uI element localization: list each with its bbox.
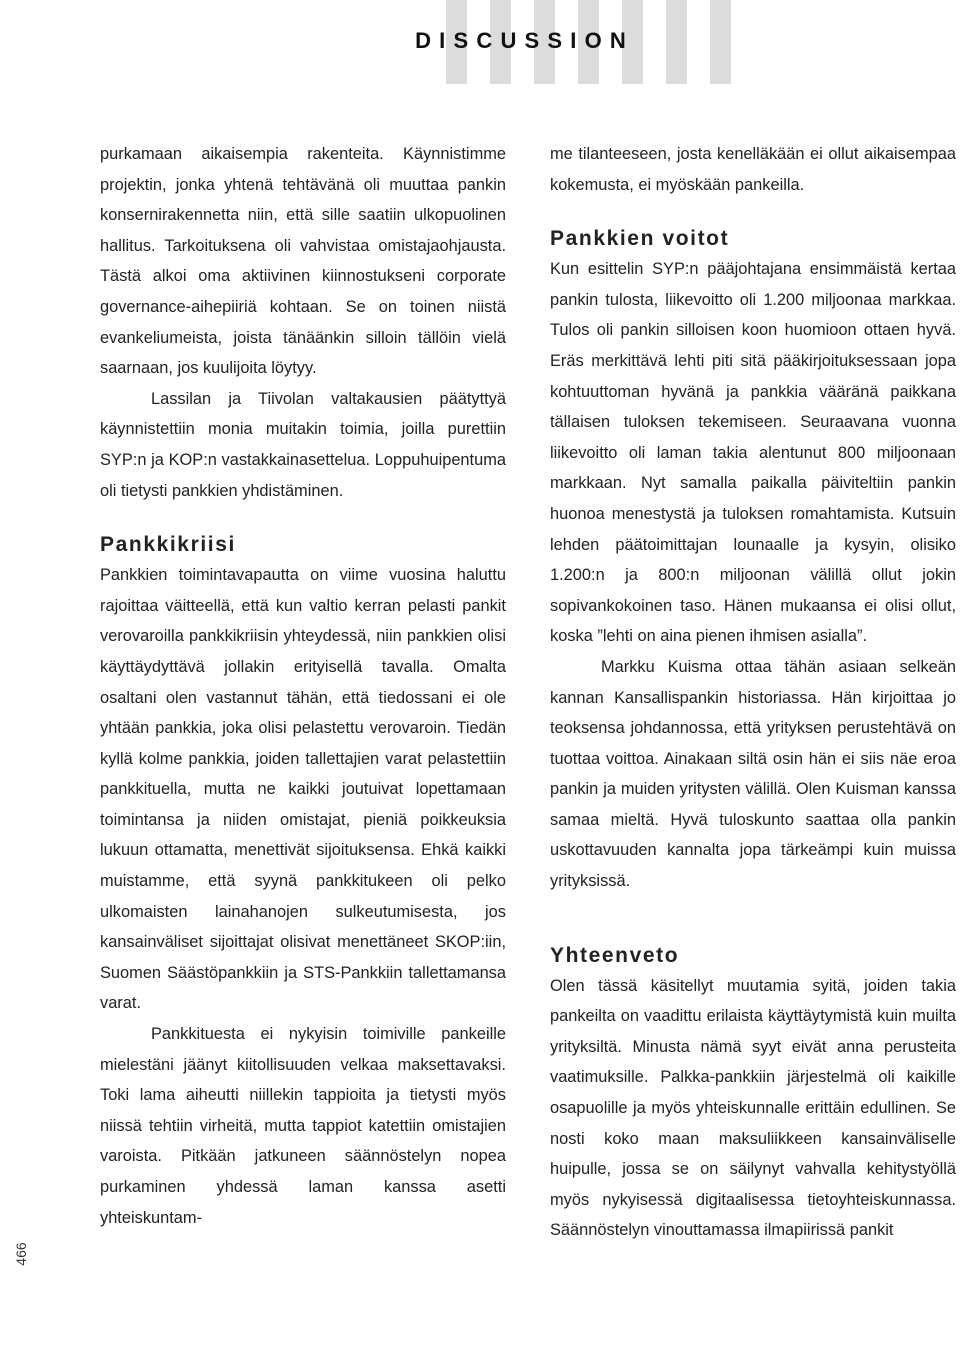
paragraph: Pankkituesta ei nykyisin toimiville pankeille mielestäni jäänyt kiitollisuuden velkaa maksettavaksi. Toki lama aiheutti niillekin tappioita ja tietysti myös niissä tehtiin virheitä, mutta tappiot katettiin omistajien varoista. Pitkään jatkuneen säännöstelyn nopea purkaminen yhdessä laman kanssa asetti yhteiskuntam-: [100, 1025, 506, 1227]
header-bar: [666, 0, 687, 84]
paragraph: Pankkien toimintavapautta on viime vuosina haluttu rajoittaa väitteellä, että kun valtio kerran pelasti pankit verovaroilla pankkikriisin yhteydessä, niin pankkien olisi käyttäydyttävä jollakin erityisellä tavalla. Omalta osaltani olen vastannut tähän, että tiedossani ei ole yhtään pankkia, joka olisi pelastettu verovaroin. Tiedän kyllä kolme pankkia, joiden tallettajien varat pelastettiin pankkituella, mutta ne kaikki joutuivat lopettamaan toimintansa ja niiden omistajat, pieniä poikkeuksia lukuun ottamatta, menettivät sijoituksensa. Ehkä kaikki muistamme, että syynä pankkitukeen oli pelko ulkomaisten lainahanojen sulkeutumisesta, jos kansainväliset sijoittajat olisivat menettäneet SKOP:iin, Suomen Säästöpankkiin ja STS-Pankkiin tallettamansa varat.: [100, 566, 506, 1013]
right-column: [550, 139, 956, 1246]
section-title: DISCUSSION: [415, 28, 634, 53]
paragraph: purkamaan aikaisempia rakenteita. Käynnistimme projektin, jonka yhtenä tehtävänä oli muuttaa pankin konsernirakennetta niin, että sille saatiin ulkopuolinen hallitus. Tarkoituksena oli vahvistaa omistajaohjausta. Tästä alkoi oma aktiivinen kiinnostukseni corporate governance-aihepiiriä kohtaan. Se on toinen niistä evankeliumeista, joista tänäänkin silloin tällöin vielä saarnaan, jos kuulijoita löytyy.: [100, 145, 506, 378]
section-heading: Pankkikriisi: [100, 533, 236, 557]
paragraph: me tilanteeseen, josta kenelläkään ei ollut aikaisempaa kokemusta, ei myöskään pankeilla.: [550, 145, 956, 194]
left-column: [100, 139, 506, 1233]
paragraph: Kun esittelin SYP:n pääjohtajana ensimmäistä kertaa pankin tulosta, liikevoitto oli 1.200 miljoonaa markkaa. Tulos oli pankin silloisen koon huomioon ottaen hyvä. Eräs merkittävä lehti piti sitä pääkirjoituksessaan jopa kohtuuttoman hyvänä ja pankkia vääränä paikkana tällaisen tuloksen tekemiseen. Seuraavana vuonna liikevoitto oli laman takia alentunut 800 miljoonaan markkaan. Nyt samalla paikalla päiviteltiin pankin huonoa menestystä ja tuloksen romahtamista. Kutsuin lehden päätoimittajan lounaalle ja kysyin, olisiko 1.200:n ja 800:n miljoonan välillä ollut jokin sopivankokoinen taso. Hänen mukaansa ei olisi ollut, koska ”lehti on aina pienen ihmisen asialla”.: [550, 260, 956, 646]
section-heading: Yhteenveto: [550, 943, 680, 967]
page-number: 466: [13, 1242, 29, 1266]
section-heading: Pankkien voitot: [550, 227, 730, 251]
paragraph: Olen tässä käsitellyt muutamia syitä, joiden takia pankeilta on vaadittu erilaista käyttäytymistä kuin muilta yrityksiltä. Minusta nämä syyt eivät anna perusteita vaatimuksille. Palkka-pankkiin järjestelmä oli kaikille osapuolille ja myös yhteiskunnalle erittäin edullinen. Se nosti koko maan maksuliikkeen kansainväliselle huipulle, jossa se on säilynyt vahvalla kehitystyöllä myös nykyisessä digitaalisessa tietoyhteiskunnassa. Säännöstelyn vinouttamassa ilmapiirissä pankit: [550, 976, 956, 1240]
header-bar: [710, 0, 731, 84]
paragraph: Markku Kuisma ottaa tähän asiaan selkeän kannan Kansallispankin historiassa. Hän kirjoittaa jo teoksensa johdannossa, että yrityksen perustehtävä on tuottaa voittoa. Ainakaan siltä osin hän ei siis näe eroa pankin ja muiden yritysten välillä. Olen Kuisman kanssa samaa mieltä. Hyvä tuloskunto saattaa olla pankin uskottavuuden kannalta jopa tärkeämpi kuin muissa yrityksissä.: [550, 657, 956, 891]
paragraph: Lassilan ja Tiivolan valtakausien päätyttyä käynnistettiin monia muitakin toimia, joilla purettiin SYP:n ja KOP:n vastakkainasettelua. Loppuhuipentuma oli tietysti pankkien yhdistäminen.: [100, 389, 506, 500]
